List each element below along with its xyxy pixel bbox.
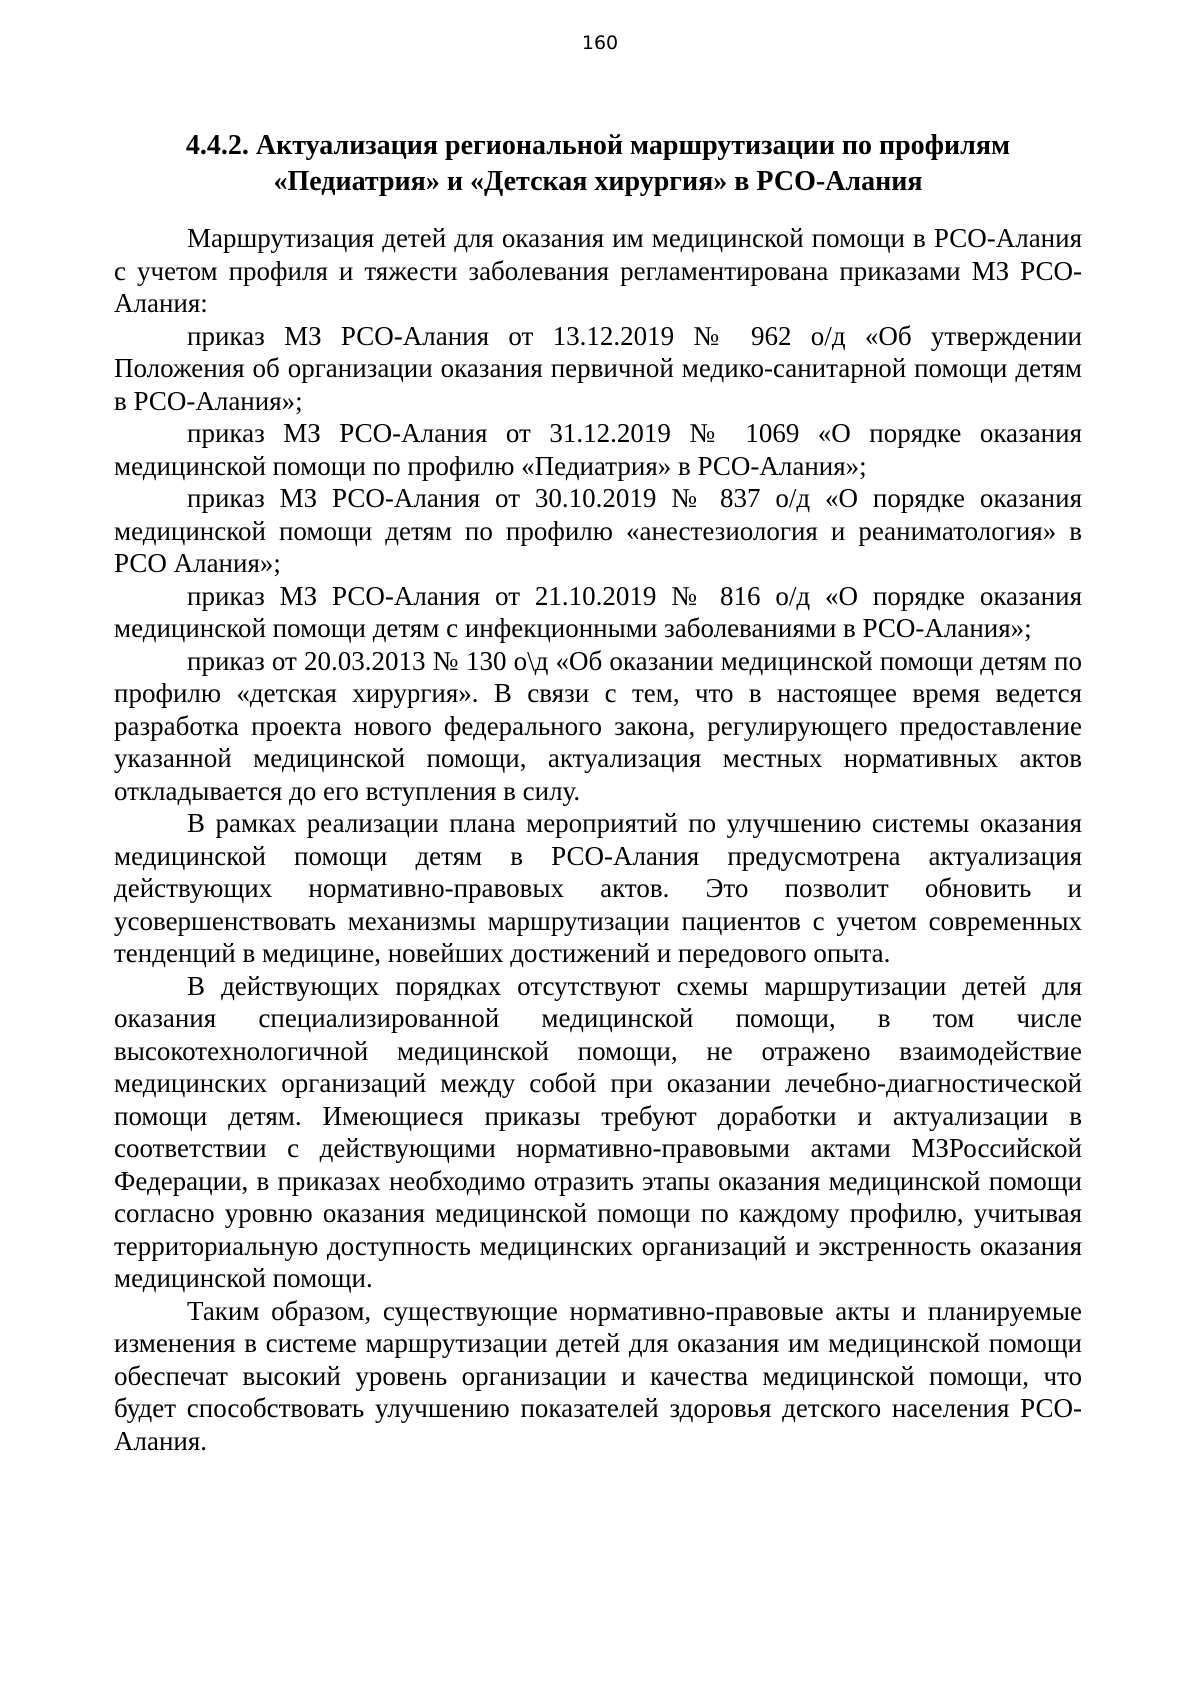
paragraph-order-816: приказ МЗ РСО-Алания от 21.10.2019 № 816 о/д «О порядке оказания медицинской помощи детям с инфекционными заболеваниями в РСО-Алания»; <box>114 580 1082 643</box>
paragraph-order-130: приказ от 20.03.2013 № 130 о\д «Об оказании медицинской помощи детям по профилю «детская хирургия». В связи с тем, что в настоящее время ведется разработка проекта нового федерального закона, регулирующего предоставление указанной медицинской помощи, актуализация местных нормативных актов откладывается до его вступления в силу. <box>114 645 1082 806</box>
paragraph-order-837: приказ МЗ РСО-Алания от 30.10.2019 № 837 о/д «О порядке оказания медицинской помощи детям по профилю «анестезиология и реаниматология» в РСО Алания»; <box>114 483 1082 578</box>
document-body <box>114 222 1082 1457</box>
paragraph-conclusion: Таким образом, существующие нормативно-правовые акты и планируемые изменения в системе маршрутизации детей для оказания им медицинской помощи обеспечат высокий уровень организации и качества медицинской помощи, что будет способствовать улучшению показателей здоровья детского населения РСО-Алания. <box>114 1295 1082 1456</box>
section-heading-line-2: «Педиатрия» и «Детская хирургия» в РСО-Алания <box>273 166 923 197</box>
section-heading-line-1: 4.4.2. Актуализация региональной маршрутизации по профилям <box>185 130 1011 161</box>
paragraph-current-procedures: В действующих порядках отсутствуют схемы маршрутизации детей для оказания специализированной медицинской помощи, в том числе высокотехнологичной медицинской помощи, не отражено взаимодействие медицинских организаций между собой при оказании лечебно-диагностической помощи детям. Имеющиеся приказы требуют доработки и актуализации в соответствии с действующими нормативно-правовыми актами МЗРоссийской Федерации, в приказах необходимо отразить этапы оказания медицинской помощи согласно уровню оказания медицинской помощи по каждому профилю, учитывая территориальную доступность медицинских организаций и экстренность оказания медицинской помощи. <box>114 970 1082 1293</box>
paragraph-order-1069: приказ МЗ РСО-Алания от 31.12.2019 № 1069 «О порядке оказания медицинской помощи по профилю «Педиатрия» в РСО-Алания»; <box>114 418 1082 481</box>
paragraph-order-962: приказ МЗ РСО-Алания от 13.12.2019 № 962 о/д «Об утверждении Положения об организации оказания первичной медико-санитарной помощи детям в РСО-Алания»; <box>114 320 1082 416</box>
paragraph-plan: В рамках реализации плана мероприятий по улучшению системы оказания медицинской помощи детям в РСО-Алания предусмотрена актуализация действующих нормативно-правовых актов. Это позволит обновить и усовершенствовать механизмы маршрутизации пациентов с учетом современных тенденций в медицине, новейших достижений и передового опыта. <box>114 808 1082 968</box>
section-heading <box>112 128 1084 200</box>
paragraph-intro: Маршрутизация детей для оказания им медицинской помощи в РСО-Алания с учетом профиля и тяжести заболевания регламентирована приказами МЗ РСО-Алания: <box>114 223 1082 318</box>
page-number: 160 <box>581 32 619 54</box>
